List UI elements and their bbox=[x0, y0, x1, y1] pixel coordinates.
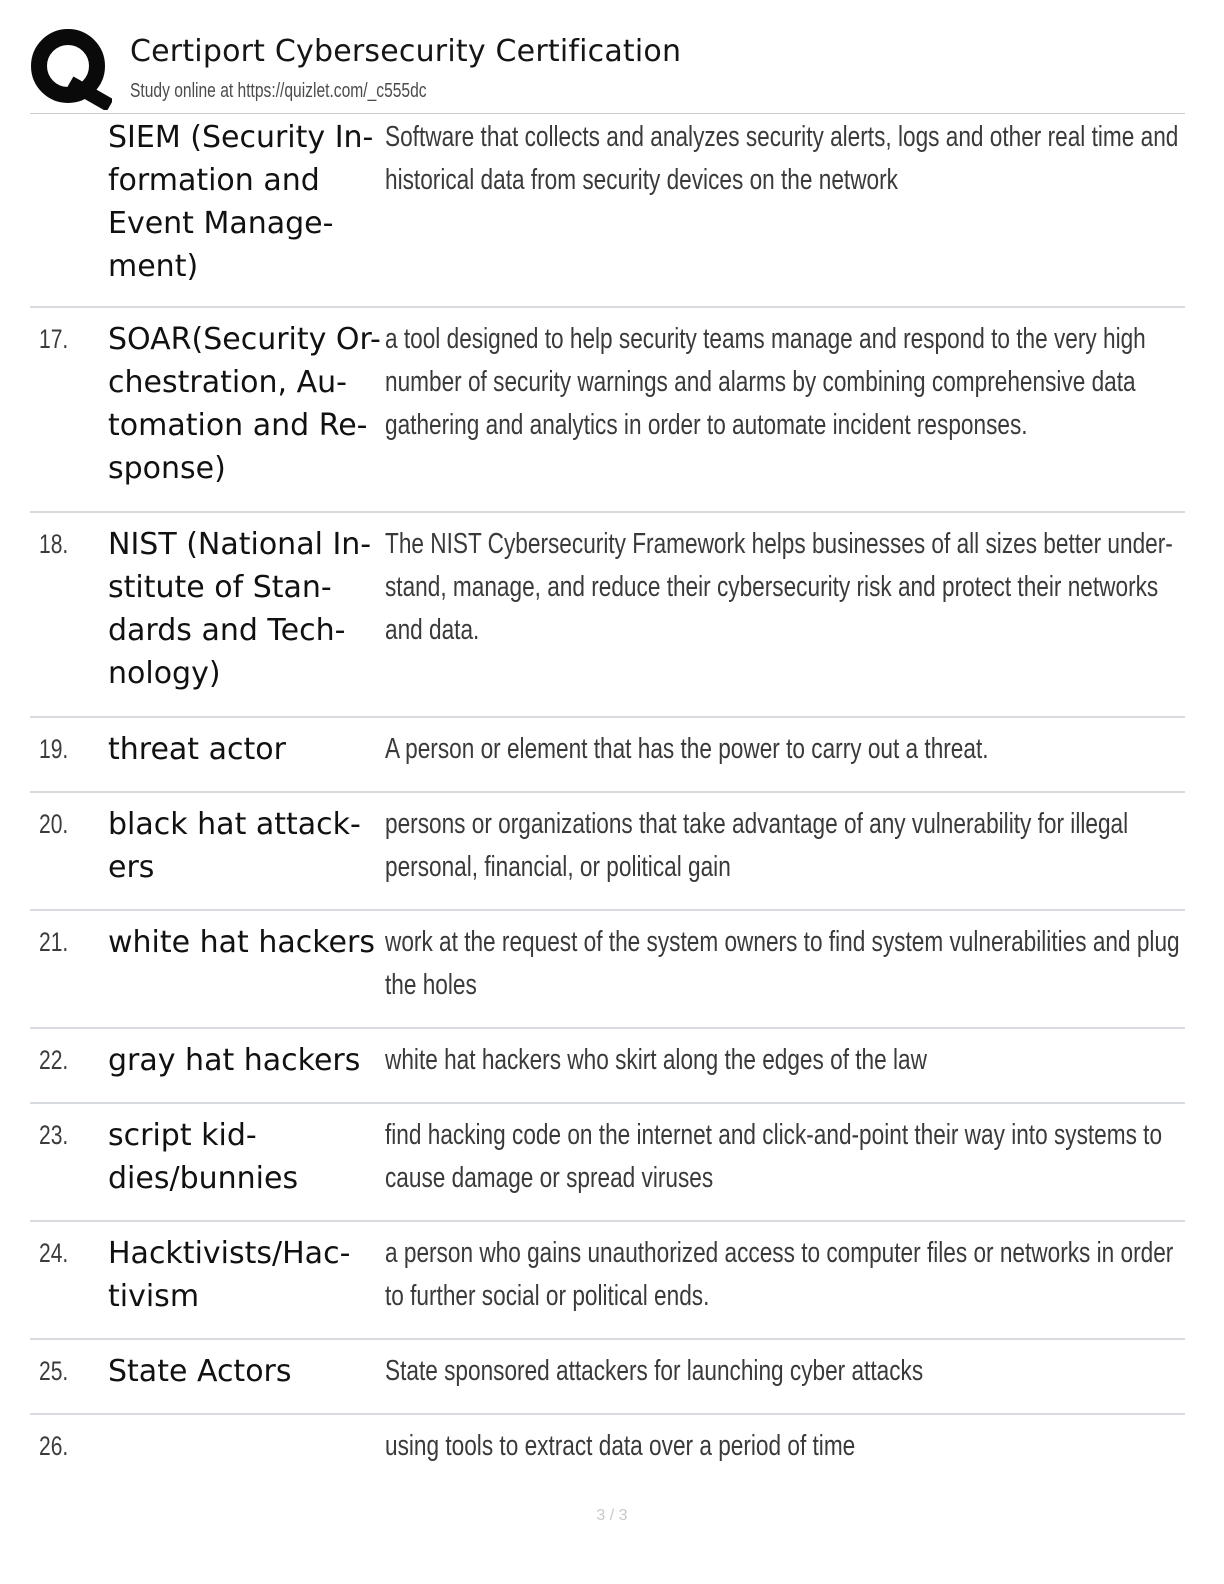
definition-line: The NIST Cybersecurity Framework helps businesses of all sizes better under- bbox=[385, 528, 1173, 560]
term-line: sponse) bbox=[108, 451, 226, 486]
term-line: tivism bbox=[108, 1279, 200, 1314]
term-line: SOAR(Security Or- bbox=[108, 322, 381, 357]
term-line: SIEM (Security In- bbox=[108, 120, 374, 155]
term bbox=[108, 921, 378, 964]
definition bbox=[385, 318, 1165, 447]
definition bbox=[385, 523, 1173, 652]
term bbox=[108, 803, 378, 889]
term-line: Hacktivists/Hac- bbox=[108, 1236, 351, 1271]
definition-line: historical data from security devices on the network bbox=[385, 164, 898, 196]
page-number: 3 / 3 bbox=[596, 1507, 628, 1524]
definition bbox=[385, 1425, 1165, 1468]
definition-line: number of security warnings and alarms by combining comprehensive data bbox=[385, 366, 1136, 398]
definition-line: Software that collects and analyzes security alerts, logs and other real time and bbox=[385, 121, 1179, 153]
term-line: threat actor bbox=[108, 732, 286, 767]
term bbox=[108, 523, 378, 695]
table-row bbox=[30, 793, 1185, 911]
row-number: 18. bbox=[39, 529, 69, 559]
term bbox=[108, 318, 381, 490]
term bbox=[108, 1350, 378, 1393]
term-line: NIST (National In- bbox=[108, 527, 372, 562]
table-row bbox=[30, 911, 1185, 1029]
definition bbox=[385, 1232, 1174, 1318]
term-line: ment) bbox=[108, 249, 199, 284]
table-row bbox=[30, 1104, 1185, 1222]
definition-line: the holes bbox=[385, 969, 477, 1001]
term-line: stitute of Stan- bbox=[108, 570, 332, 605]
term-line: ers bbox=[108, 850, 155, 885]
definition-line: persons or organizations that take advantage of any vulnerability for illegal bbox=[385, 808, 1129, 840]
term bbox=[108, 116, 378, 288]
table-row bbox=[30, 513, 1185, 718]
definition-line: work at the request of the system owners to find system vulnerabilities and plug bbox=[385, 926, 1180, 958]
term-line: black hat attack- bbox=[108, 807, 361, 842]
table-row bbox=[30, 114, 1185, 308]
definition-line: white hat hackers who skirt along the edges of the law bbox=[385, 1044, 927, 1076]
term bbox=[108, 1114, 378, 1200]
term-line: dards and Tech- bbox=[108, 613, 346, 648]
row-number: 25. bbox=[39, 1356, 69, 1386]
definition bbox=[385, 921, 1180, 1007]
term-line: Event Manage- bbox=[108, 206, 334, 241]
term bbox=[108, 728, 378, 771]
row-number: 24. bbox=[39, 1238, 69, 1268]
flashcard-table bbox=[30, 114, 1185, 1515]
definition bbox=[385, 1039, 1165, 1082]
term-line: nology) bbox=[108, 656, 221, 691]
quizlet-q-logo-icon bbox=[30, 28, 112, 110]
definition-line: a person who gains unauthorized access to computer files or networks in order bbox=[385, 1237, 1174, 1269]
definition bbox=[385, 728, 1165, 771]
row-number: 17. bbox=[39, 324, 69, 354]
study-online-link[interactable]: Study online at https://quizlet.com/_c555dc bbox=[130, 80, 427, 102]
row-number: 26. bbox=[39, 1431, 69, 1461]
row-number: 20. bbox=[39, 809, 69, 839]
definition-line: to further social or political ends. bbox=[385, 1280, 710, 1312]
page-title: Certiport Cybersecurity Certification bbox=[130, 34, 682, 69]
definition-line: A person or element that has the power to carry out a threat. bbox=[385, 733, 989, 765]
definition-line: find hacking code on the internet and click-and-point their way into systems to bbox=[385, 1119, 1163, 1151]
term-line: gray hat hackers bbox=[108, 1043, 361, 1078]
definition-line: stand, manage, and reduce their cybersecurity risk and protect their networks bbox=[385, 571, 1159, 603]
definition-line: cause damage or spread viruses bbox=[385, 1162, 714, 1194]
table-row bbox=[30, 1029, 1185, 1104]
term-line: white hat hackers bbox=[108, 925, 375, 960]
definition-line: and data. bbox=[385, 614, 480, 646]
definition bbox=[385, 803, 1165, 889]
definition-line: gathering and analytics in order to automate incident responses. bbox=[385, 409, 1028, 441]
term-line: formation and bbox=[108, 163, 320, 198]
table-row bbox=[30, 1415, 1185, 1515]
definition bbox=[385, 116, 1179, 202]
term-line: script kid- bbox=[108, 1118, 257, 1153]
table-row bbox=[30, 718, 1185, 793]
table-row bbox=[30, 308, 1185, 513]
term-line: State Actors bbox=[108, 1354, 292, 1389]
term-line: chestration, Au- bbox=[108, 365, 347, 400]
definition bbox=[385, 1350, 1165, 1393]
definition-line: State sponsored attackers for launching cyber attacks bbox=[385, 1355, 924, 1387]
row-number: 23. bbox=[39, 1120, 69, 1150]
definition-line: personal, financial, or political gain bbox=[385, 851, 731, 883]
row-number: 22. bbox=[39, 1045, 69, 1075]
term-line: dies/bunnies bbox=[108, 1161, 299, 1196]
definition bbox=[385, 1114, 1165, 1200]
definition-line: a tool designed to help security teams manage and respond to the very high bbox=[385, 323, 1146, 355]
definition-line: using tools to extract data over a period of time bbox=[385, 1430, 856, 1462]
page-header bbox=[30, 28, 1190, 110]
term-line: tomation and Re- bbox=[108, 408, 368, 443]
row-number: 19. bbox=[39, 734, 69, 764]
term bbox=[108, 1232, 378, 1318]
term bbox=[108, 1039, 378, 1082]
row-number: 21. bbox=[39, 927, 69, 957]
table-row bbox=[30, 1340, 1185, 1415]
table-row bbox=[30, 1222, 1185, 1340]
